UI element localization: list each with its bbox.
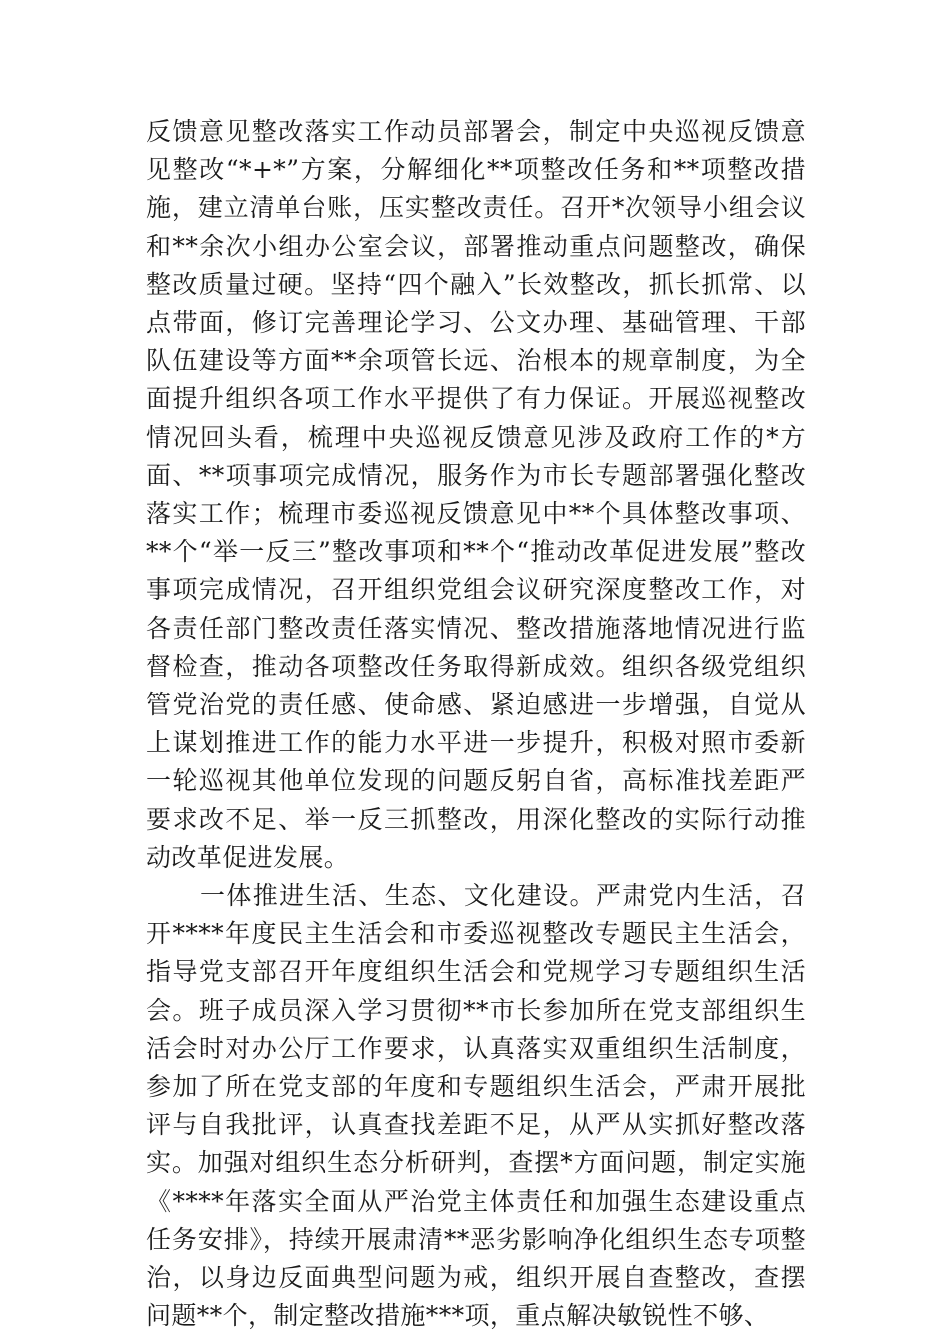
body-text (146, 113, 806, 1336)
paragraph-continued: 反馈意见整改落实工作动员部署会，制定中央巡视反馈意见整改“*+*”方案，分解细化**项整改任务和**项整改措施，建立清单台账，压实整改责任。召开*次领导小组会议和**余次小组办公室会议，部署推动重点问题整改，确保整改质量过硬。坚持“四个融入”长效整改，抓长抓常、以点带面，修订完善理论学习、公文办理、基础管理、干部队伍建设等方面**余项管长远、治根本的规章制度，为全面提升组织各项工作水平提供了有力保证。开展巡视整改情况回头看，梳理中央巡视反馈意见涉及政府工作的*方面、**项事项完成情况，服务作为市长专题部署强化整改落实工作；梳理市委巡视反馈意见中**个具体整改事项、**个“举一反三”整改事项和**个“推动改革促进发展”整改事项完成情况，召开组织党组会议研究深度整改工作，对各责任部门整改责任落实情况、整改措施落地情况进行监督检查，推动各项整改任务取得新成效。组织各级党组织管党治党的责任感、使命感、紧迫感进一步增强，自觉从上谋划推进工作的能力水平进一步提升，积极对照市委新一轮巡视其他单位发现的问题反躬自省，高标准找差距严要求改不足、举一反三抓整改，用深化整改的实际行动推动改革促进发展。 (146, 117, 806, 872)
paragraph-life-ecology-culture: 一体推进生活、生态、文化建设。严肃党内生活，召开****年度民主生活会和市委巡视整改专题民主生活会，指导党支部召开年度组织生活会和党规学习专题组织生活会。班子成员深入学习贯彻**市长参加所在党支部组织生活会时对办公厅工作要求，认真落实双重组织生活制度，参加了所在党支部的年度和专题组织生活会，严肃开展批评与自我批评，认真查找差距不足，从严从实抓好整改落实。加强对组织生态分析研判，查摆*方面问题，制定实施《****年落实全面从严治党主体责任和加强生态建设重点任务安排》，持续开展肃清**恶劣影响净化组织生态专项整治，以身边反面典型问题为戒，组织开展自查整改，查摆问题**个，制定整改措施***项，重点解决敏锐性不够、 (146, 881, 806, 1331)
